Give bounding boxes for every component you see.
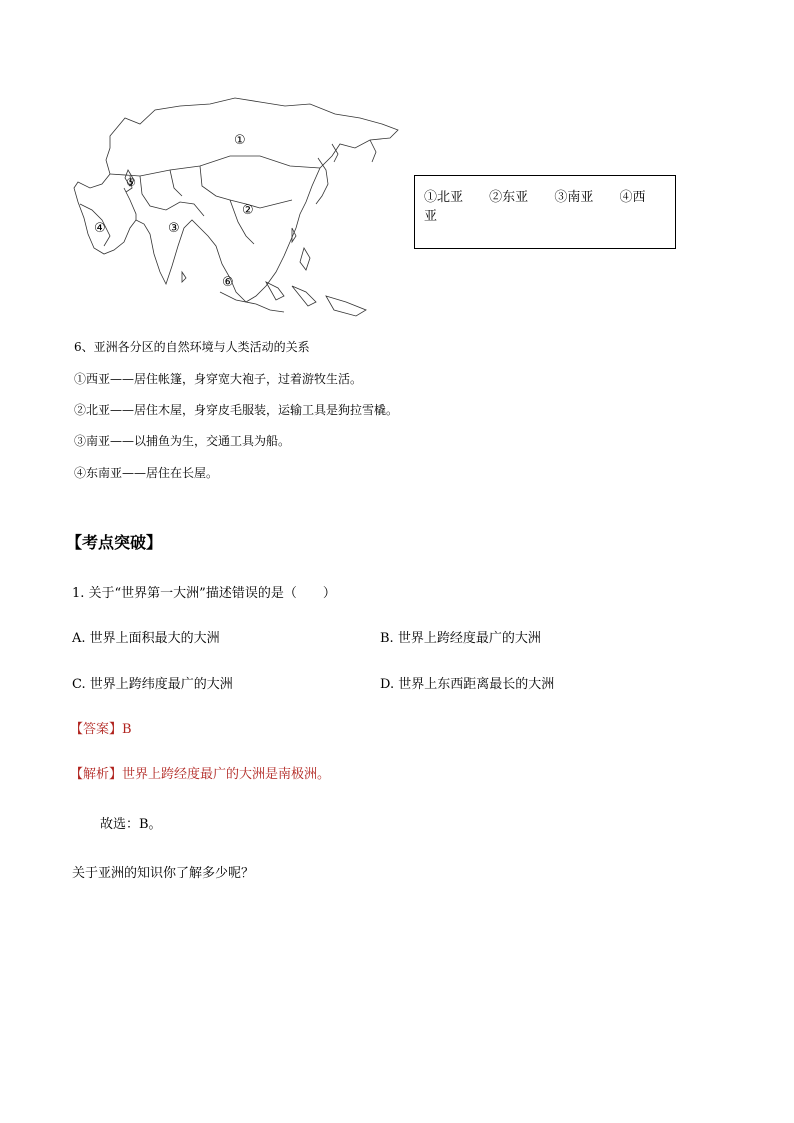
section-6-line-4: ④东南亚——居住在长屋。 <box>74 466 219 480</box>
analysis-text: 世界上跨经度最广的大洲是南极洲。 <box>122 767 331 782</box>
map-label-1: ① <box>234 133 246 148</box>
legend-item-south-asia: ③南亚 <box>554 190 594 205</box>
closing-question: 关于亚洲的知识你了解多少呢？ <box>72 866 255 881</box>
analysis-line <box>70 763 330 782</box>
option-c: C. 世界上跨纬度最广的大洲 <box>72 677 233 692</box>
legend-item-west-asia: ④西亚 <box>424 190 646 224</box>
legend-item-north-asia: ①北亚 <box>424 190 464 205</box>
asia-map <box>70 96 404 321</box>
section-6-line-1: ①西亚——居住帐篷，身穿宽大袍子，过着游牧生活。 <box>74 372 363 386</box>
section-6-line-2: ②北亚——居住木屋，身穿皮毛服装，运输工具是狗拉雪橇。 <box>74 403 399 417</box>
option-a: A. 世界上面积最大的大洲 <box>72 631 220 646</box>
answer-value: B <box>122 722 132 737</box>
question-1: 1. 关于“世界第一大洲”描述错误的是（ ） <box>72 586 336 601</box>
map-label-2: ② <box>242 203 254 218</box>
choice-line: 故选：B。 <box>100 817 162 832</box>
section-6-title: 6、亚洲各分区的自然环境与人类活动的关系 <box>74 340 310 354</box>
answer-line <box>70 718 132 737</box>
map-label-3: ③ <box>168 221 180 236</box>
map-label-6: ⑥ <box>222 275 234 290</box>
answer-tag: 【答案】 <box>70 722 123 737</box>
option-d: D. 世界上东西距离最长的大洲 <box>380 677 555 692</box>
section-6-line-3: ③南亚——以捕鱼为生，交通工具为船。 <box>74 434 291 448</box>
legend-item-east-asia: ②东亚 <box>489 190 529 205</box>
section-heading: 【考点突破】 <box>66 533 163 552</box>
option-b: B. 世界上跨经度最广的大洲 <box>380 631 541 646</box>
analysis-tag: 【解析】 <box>70 767 123 782</box>
map-legend <box>414 175 676 249</box>
map-label-4: ④ <box>94 221 106 236</box>
map-label-5: ⑤ <box>126 176 136 189</box>
